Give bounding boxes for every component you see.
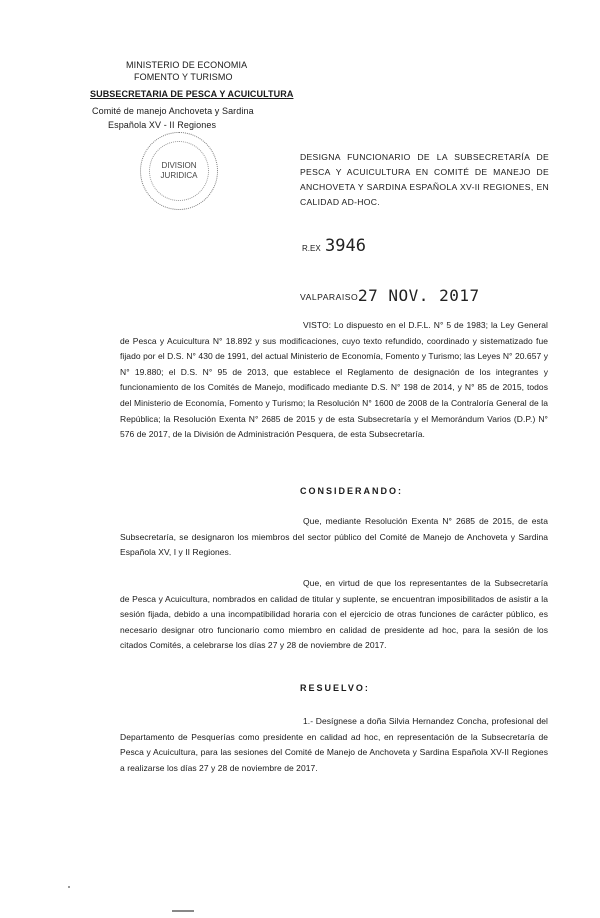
visto-paragraph: VISTO: Lo dispuesto en el D.F.L. N° 5 de 1983; la Ley General de Pesca y Acuicultura N° 18.892 y sus modificaciones, cuyo texto refundido, coordinado y sistematizado fue fijado por el D.S. N° 430 de 1991, del actual Ministerio de Economía, Fomento y Turismo; las Leyes N° 20.657 y N° 19.880; el D.S. N° 95 de 2013, que establece el Reglamento de designación de los integrantes y funcionamiento de los Comités de Manejo, modificado mediante D.S. N° 198 de 2014, y N° 85 de 2015, todos del Ministerio de Economía, Fomento y Turismo; la Resolución N° 1600 de 2008 de la Contraloría General de la República; la Resolución Exenta N° 2685 de 2015 y de esta Subsecretaría y el Memorándum Varios (D.P.) N° 576 de 2017, de la División de Administración Pesquera, de esta Subsecretaría. — [120, 320, 548, 440]
rex-number: 3946 — [325, 236, 366, 256]
ministry-line-1: MINISTERIO DE ECONOMIA — [126, 60, 248, 70]
place-label: VALPARAISO, — [300, 292, 362, 302]
considerando-heading: CONSIDERANDO: — [300, 486, 404, 496]
committee-line-1: Comité de manejo Anchoveta y Sardina — [92, 106, 254, 116]
rex-label: R.EX — [302, 244, 321, 253]
scan-mark — [172, 910, 194, 912]
considerando-paragraph-1: Que, mediante Resolución Exenta N° 2685 de 2015, de esta Subsecretaría, se designaron los miembros del sector público del Comité de Manejo de Anchoveta y Sardina Española XV, I y II Regiones. — [120, 516, 548, 558]
subsecretaria-heading: SUBSECRETARIA DE PESCA Y ACUICULTURA — [90, 89, 294, 99]
scan-speck — [68, 886, 70, 888]
ministry-line-2: FOMENTO Y TURISMO — [134, 72, 233, 82]
date-stamp: 27 NOV. 2017 — [358, 286, 480, 305]
resuelvo-heading: RESUELVO: — [300, 683, 370, 693]
stamp-line-1: DIVISION — [161, 161, 197, 170]
stamp-line-2: JURIDICA — [160, 171, 198, 180]
division-stamp — [140, 132, 218, 210]
considerando-paragraph-2: Que, en virtud de que los representantes de la Subsecretaría de Pesca y Acuicultura, nombrados en calidad de titular y suplente, se encuentran imposibilitados de asistir a la sesión fijada, debido a una incompatibilidad horaria con el ejercicio de otras funciones de carácter público, es necesario designar otro funcionario como miembro en calidad de presidente ad hoc, para la sesión de los citados Comités, a celebrarse los días 27 y 28 de noviembre de 2017. — [120, 578, 548, 651]
resuelvo-paragraph-1: 1.- Desígnese a doña Silvia Hernandez Concha, profesional del Departamento de Pesquerías como presidente en calidad ad hoc, en representación de la Subsecretaría de Pesca y Acuicultura, para las sesiones del Comité de Manejo de Anchoveta y Sardina Española XV-II Regiones a realizarse los días 27 y 28 de noviembre de 2017. — [120, 716, 548, 773]
committee-line-2: Española XV - II Regiones — [108, 120, 217, 130]
document-title: DESIGNA FUNCIONARIO DE LA SUBSECRETARÍA DE PESCA Y ACUICULTURA EN COMITÉ DE MANEJO DE ANCHOVETA Y SARDINA ESPAÑOLA XV-II REGIONES, EN CALIDAD AD-HOC. — [300, 152, 549, 207]
